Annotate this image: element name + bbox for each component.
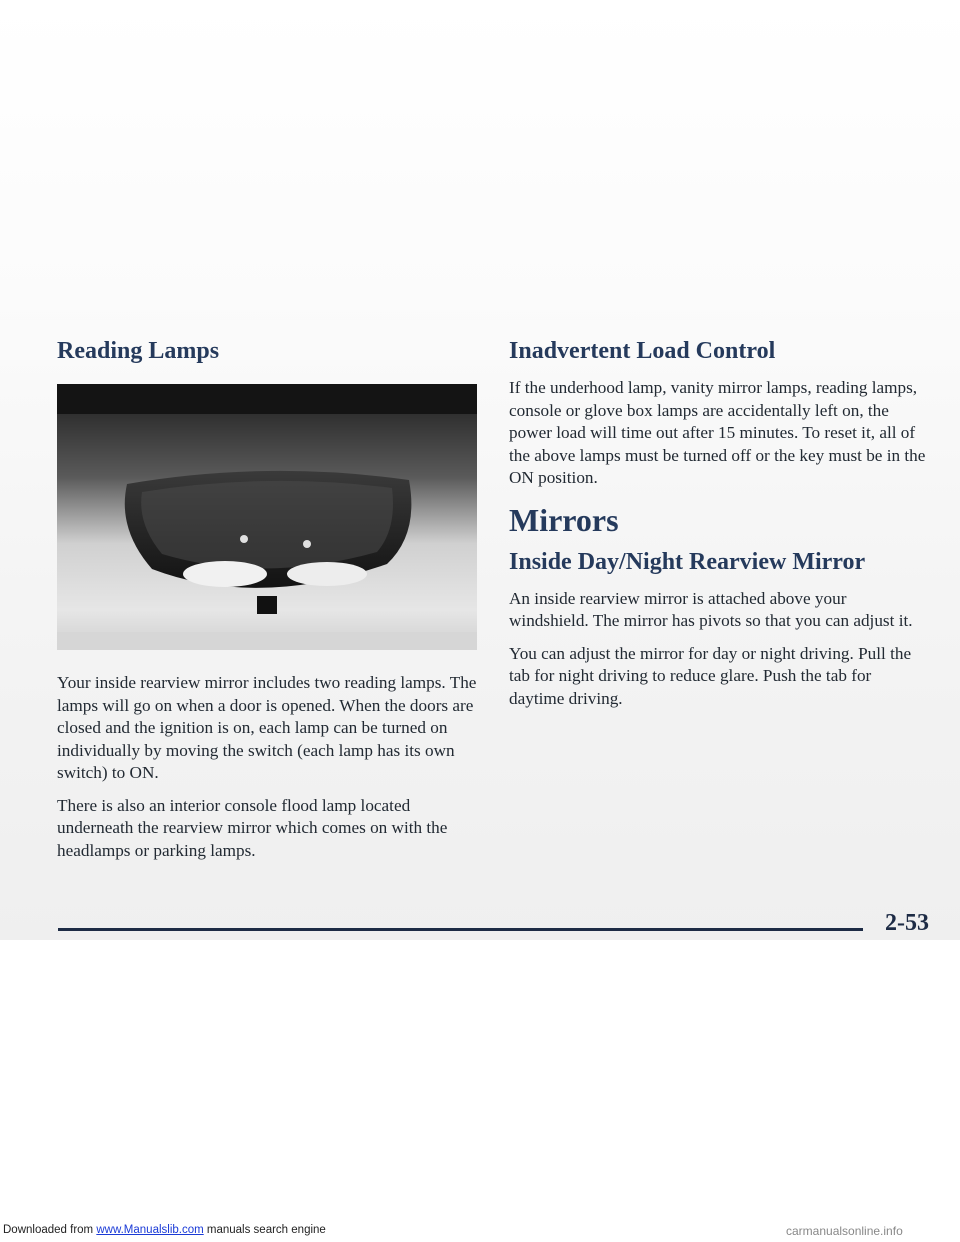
rearview-mirror-photo — [57, 384, 477, 650]
footer-rule — [58, 928, 863, 931]
page-number: 2-53 — [885, 910, 929, 936]
day-night-mirror-heading: Inside Day/Night Rearview Mirror — [509, 548, 866, 575]
reading-lamps-paragraph-1: Your inside rearview mirror includes two reading lamps. The lamps will go on when a door is opened. When the doors are closed and the ignition is on, each lamp can be turned on individually by moving the switch (each lamp has its own switch) to ON. — [57, 673, 477, 782]
download-source-line — [3, 1224, 326, 1236]
mirror-paragraph-1: An inside rearview mirror is attached above your windshield. The mirror has pivots so that you can adjust it. — [509, 588, 913, 630]
reading-lamps-paragraph-2: There is also an interior console flood lamp located underneath the rearview mirror which comes on with the headlamps or parking lamps. — [57, 795, 448, 860]
inadvertent-load-paragraph: If the underhood lamp, vanity mirror lamps, reading lamps, console or glove box lamps are accidentally left on, the power load will time out after 15 minutes. To reset it, all of the above lamps must be turned off or the key must be in the ON position. — [509, 378, 926, 487]
reading-lamps-heading: Reading Lamps — [57, 338, 220, 364]
download-suffix: manuals search engine — [203, 1224, 326, 1236]
reading-lamps-body — [57, 672, 477, 872]
mirror-paragraph-2: You can adjust the mirror for day or night driving. Pull the tab for night driving to reduce glare. Push the tab for daytime driving. — [509, 643, 912, 708]
mirrors-heading: Mirrors — [509, 501, 619, 538]
download-prefix: Downloaded from — [3, 1224, 97, 1236]
watermark-text: carmanualsonline.info — [786, 1224, 903, 1238]
left-column — [57, 332, 477, 365]
right-column — [509, 332, 929, 720]
manualslib-link[interactable]: www.Manualslib.com — [96, 1224, 204, 1236]
inadvertent-load-heading: Inadvertent Load Control — [509, 338, 776, 364]
